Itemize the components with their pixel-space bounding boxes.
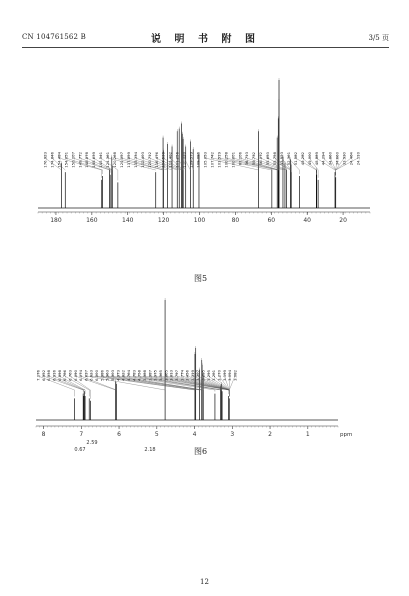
peak-label: 59.732: [251, 152, 257, 166]
peak-label: 51.582: [292, 152, 298, 166]
peak-label: 3.082: [232, 370, 238, 381]
peak-label: 4.973: [115, 370, 121, 381]
peak-label: 4.758: [136, 370, 142, 381]
tick-label: 6: [117, 431, 121, 438]
tick-label: 160: [86, 217, 98, 224]
peak-label: 3.307: [195, 370, 201, 381]
peak-label: 6.000: [94, 370, 100, 381]
peak-label: 6.090: [72, 370, 78, 381]
axis-unit: ppm: [340, 432, 353, 438]
peak-label: 3.988: [141, 370, 147, 381]
peak-label: 3.295: [200, 370, 206, 381]
tick-label: 8: [41, 431, 46, 438]
peak-label: 149.772: [77, 152, 83, 168]
peak-label: 117.859: [125, 152, 131, 168]
peak-label: 105.053: [202, 152, 208, 168]
peak-label: 3.456: [184, 370, 190, 381]
tick-label: 2: [268, 431, 272, 438]
peak-label: 48.889: [313, 152, 319, 166]
peak-label: 120.057: [119, 152, 125, 168]
peak-label: 4.764: [126, 370, 132, 381]
peak-label: 150.107: [70, 152, 76, 168]
peak-label: 52.361: [285, 152, 291, 166]
peak-label: 3.295: [205, 370, 211, 381]
patent-number: CN 104761562 B: [22, 33, 86, 41]
peak-label: 33.930: [341, 152, 347, 166]
peak-label: 3.319: [189, 370, 195, 381]
peak-label: 3.975: [152, 370, 158, 381]
peak-label: 109.579: [188, 152, 194, 168]
peak-label: 148.878: [84, 152, 90, 168]
peak-label: 34.660: [334, 152, 340, 166]
figure-5-caption: 图5: [194, 274, 208, 283]
peak-label: 44.294: [320, 152, 326, 166]
tick-label: 180: [50, 217, 62, 224]
peak-label: 6.763: [67, 370, 73, 381]
tick-label: 120: [157, 217, 170, 224]
peak-label: 112.403: [139, 152, 145, 168]
page-number: 12: [200, 578, 209, 586]
peak-label: 6.786: [62, 370, 68, 381]
peak-label: 4.822: [120, 370, 126, 381]
peak-label: 3.199: [221, 370, 227, 381]
peak-label: 7.176: [35, 370, 41, 381]
peak-label: 109.086: [195, 152, 201, 168]
peak-label: 49.282: [299, 152, 305, 166]
tick-label: 40: [303, 217, 312, 224]
peak-label: 154.051: [63, 152, 69, 168]
peak-label: 55.758: [272, 152, 278, 166]
tick-label: 100: [193, 217, 206, 224]
tick-label: 3: [230, 431, 235, 438]
peak-label: 3.865: [163, 370, 169, 381]
peak-label: 174.846: [49, 152, 55, 168]
peak-label: 103.519: [216, 152, 222, 168]
tick-label: 20: [339, 217, 347, 224]
peak-label: 5.903: [110, 370, 116, 381]
integral-value: 2.59: [86, 440, 98, 446]
peak-label: 3.813: [168, 370, 174, 381]
peak-label: 148.639: [91, 152, 97, 168]
tick-label: 4: [192, 431, 197, 438]
peak-label: 6.916: [51, 370, 57, 381]
tick-label: 1: [305, 431, 310, 438]
peak-label: 110.120: [181, 152, 187, 168]
peak-label: 53.523: [278, 152, 284, 166]
peak-label: 56.713: [244, 152, 250, 166]
peak-label: 111.256: [174, 152, 180, 168]
peak-label: 67.106: [237, 152, 243, 166]
figure-6-caption: 图6: [194, 447, 208, 456]
peak-label: 5.986: [99, 370, 105, 381]
peak-label: 4.783: [131, 370, 137, 381]
peak-label: 3.270: [216, 370, 222, 381]
peak-label: 120.268: [112, 152, 118, 168]
tick-label: 140: [122, 217, 134, 224]
peak-label: 3.774: [179, 370, 185, 381]
peak-label: 114.539: [160, 152, 166, 168]
peak-label: 124.361: [105, 152, 111, 168]
tick-label: 5: [154, 431, 159, 438]
peak-label: 6.623: [88, 370, 94, 381]
peak-label: 34.860: [327, 152, 333, 166]
peak-label: 3.987: [147, 370, 153, 381]
peak-label: 154.484: [56, 152, 62, 168]
tick-label: 7: [79, 431, 84, 438]
peak-label: 120.712: [146, 152, 152, 168]
peak-label: 5.963: [104, 370, 110, 381]
peak-label: 176.923: [42, 152, 48, 168]
peak-label: 55.653: [265, 152, 271, 166]
peak-label: 49.000: [306, 152, 312, 166]
peak-label: 115.334: [132, 152, 138, 168]
integral-value: 2.18: [144, 447, 156, 453]
peak-label: 100.001: [230, 152, 236, 168]
peak-label: 6.898: [56, 370, 62, 381]
tick-label: 60: [267, 217, 276, 224]
peak-label: 24.110: [355, 152, 361, 166]
tick-label: 80: [231, 217, 240, 224]
integral-value: 0.67: [74, 447, 86, 453]
peak-label: 3.281: [211, 370, 217, 381]
peak-label: 100.258: [223, 152, 229, 168]
page-of: 3/5 页: [368, 34, 389, 42]
peak-label: 6.938: [46, 370, 52, 381]
peak-label: 56.072: [258, 152, 264, 166]
peak-label: 3.797: [173, 370, 179, 381]
peak-label: 6.637: [83, 370, 89, 381]
peak-label: 116.476: [153, 152, 159, 168]
peak-label: 113.402: [167, 152, 173, 168]
peak-label: 3.094: [227, 370, 233, 381]
peak-label: 145.541: [98, 152, 104, 168]
peak-label: 107.742: [209, 152, 215, 168]
section-title: 说 明 书 附 图: [151, 34, 260, 45]
peak-label: 24.464: [348, 152, 354, 166]
peak-label: 3.965: [157, 370, 163, 381]
peak-label: 6.952: [40, 370, 46, 381]
peak-label: 6.074: [78, 370, 84, 381]
